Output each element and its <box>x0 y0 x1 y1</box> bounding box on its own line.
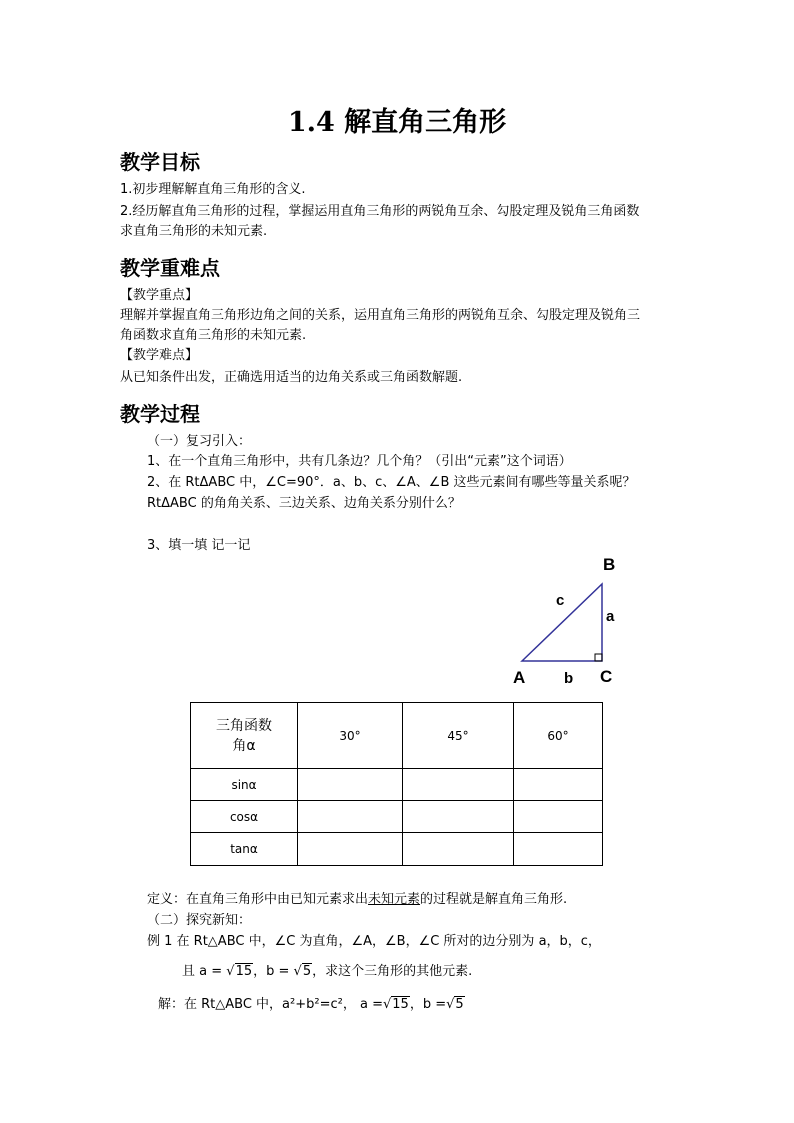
vertex-label-B: B <box>603 555 616 574</box>
given-mid: ，b = <box>253 964 294 979</box>
review-title: （一）复习引入： <box>147 434 252 449</box>
table-header-30: 30° <box>298 703 403 769</box>
definition-suffix: 的过程就是解直角三角形. <box>420 892 568 907</box>
goal-item-2: 2.经历解直角三角形的过程，掌握运用直角三角形的两锐角互余、勾股定理及锐角三角函数 <box>120 204 640 219</box>
trig-function-table <box>190 702 603 866</box>
table-cell <box>514 769 603 801</box>
given-a-radicand: 15 <box>235 964 253 979</box>
table-row-label-tan: tanα <box>191 833 298 866</box>
given-prefix: 且 a = <box>182 964 227 979</box>
solution-line: 解：在 Rt△ABC 中，a²+b²=c²， a =√15，b =√5 <box>158 997 464 1012</box>
review-question-2: 2、在 RtΔABC 中，∠C=90°．a、b、c、∠A、∠B 这些元素间有哪些等量关系呢？ <box>147 475 636 490</box>
table-corner-cell <box>191 703 298 769</box>
solution-prefix: 解：在 Rt△ABC 中，a²+b²=c²， a = <box>158 997 383 1012</box>
solution-a-radicand: 15 <box>392 997 409 1012</box>
table-cell <box>403 769 514 801</box>
definition-line <box>147 890 567 909</box>
table-cell <box>298 769 403 801</box>
example-given-line: 且 a = √15，b = √5，求这个三角形的其他元素. <box>182 964 473 979</box>
difficulty-text: 从已知条件出发，正确选用适当的边角关系或三角函数解题. <box>120 370 463 385</box>
right-triangle-diagram <box>500 545 630 695</box>
side-label-a: a <box>606 608 615 625</box>
focus-line-1: 理解并掌握直角三角形边角之间的关系，运用直角三角形的两锐角互余、勾股定理及锐角三 <box>120 308 641 323</box>
keypoints-heading: 教学重难点 <box>120 256 220 280</box>
fill-title: 3、填一填 记一记 <box>147 538 251 553</box>
vertex-label-C: C <box>600 667 613 686</box>
goals-heading: 教学目标 <box>120 150 200 174</box>
review-question-3: RtΔABC 的角角关系、三边关系、边角关系分别什么？ <box>147 496 461 511</box>
right-angle-marker <box>595 654 602 661</box>
focus-line-2: 角函数求直角三角形的未知元素. <box>120 328 307 343</box>
table-cell <box>514 833 603 866</box>
solution-b-radicand: 5 <box>455 997 464 1012</box>
table-cell <box>298 833 403 866</box>
process-heading: 教学过程 <box>120 402 200 426</box>
difficulty-label: 【教学难点】 <box>120 348 199 363</box>
page-title: 1.4 解直角三角形 <box>287 107 507 138</box>
review-question-1: 1、在一个直角三角形中，共有几条边？几个角？（引出“元素”这个词语） <box>147 454 572 469</box>
table-cell <box>403 833 514 866</box>
given-b-radicand: 5 <box>302 964 312 979</box>
given-suffix: ，求这个三角形的其他元素. <box>312 964 473 979</box>
table-row-label-sin: sinα <box>191 769 298 801</box>
side-label-b: b <box>564 670 574 687</box>
side-label-c: c <box>556 592 565 609</box>
table-row-label-cos: cosα <box>191 801 298 833</box>
table-cell <box>403 801 514 833</box>
explore-title: （二）探究新知： <box>147 913 252 928</box>
table-cell <box>298 801 403 833</box>
table-cell <box>514 801 603 833</box>
example-line-1: 例 1 在 Rt△ABC 中，∠C 为直角，∠A，∠B，∠C 所对的边分别为 a，b，c， <box>147 934 601 949</box>
table-corner-bottom: 角α <box>232 737 256 754</box>
goal-item-2-cont: 求直角三角形的未知元素. <box>120 224 268 239</box>
definition-prefix: 定义：在直角三角形中由已知元素求出 <box>147 892 369 907</box>
vertex-label-A: A <box>513 668 526 687</box>
table-header-60: 60° <box>514 703 603 769</box>
table-corner-top: 三角函数 <box>216 717 272 734</box>
solution-mid: ，b = <box>409 997 447 1012</box>
focus-label: 【教学重点】 <box>120 288 199 303</box>
table-header-45: 45° <box>403 703 514 769</box>
goal-item-1: 1.初步理解解直角三角形的含义. <box>120 182 306 197</box>
definition-underlined: 未知元素 <box>368 892 421 907</box>
